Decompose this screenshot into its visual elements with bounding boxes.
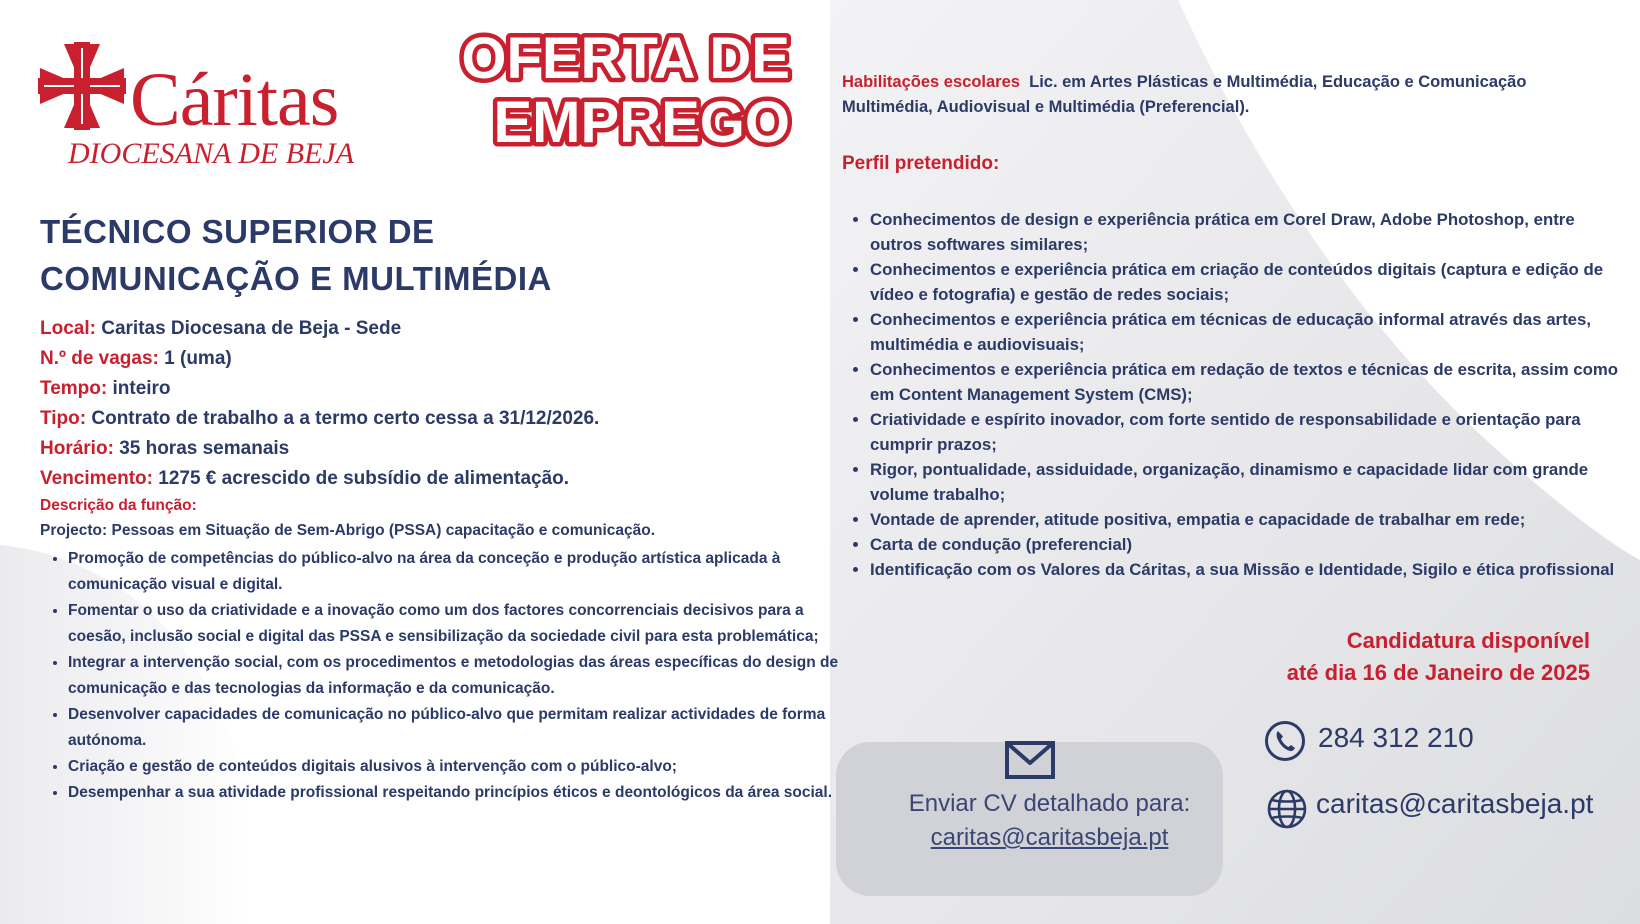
- field-label: Local:: [40, 318, 96, 339]
- job-title: [40, 208, 760, 302]
- list-item: • Rigor, pontualidade, assiduidade, organização, dinamismo e capacidade lidar com grande volume trabalho;: [870, 457, 1628, 507]
- logo-name: Cáritas: [130, 58, 339, 142]
- offer-heading-line1: OFERTA DE: [461, 26, 790, 91]
- contact-email[interactable]: caritas@caritasbeja.pt: [1316, 788, 1594, 819]
- phone-icon: [1264, 720, 1306, 762]
- list-item: • Desenvolver capacidades de comunicação no público-alvo que permitam realizar actividades de forma autónoma.: [68, 702, 858, 754]
- perfil-title: Perfil pretendido:: [842, 153, 1000, 174]
- list-item: • Fomentar o uso da criatividade e a inovação como um dos factores concorrenciais decisivos para a coesão, inclusão social e digital das PSSA e sensibilização da sociedade civil para esta problemática;: [68, 598, 858, 650]
- habilitacoes-label: Habilitações escolares: [842, 73, 1020, 91]
- field-value: Caritas Diocesana de Beja - Sede: [101, 318, 402, 339]
- phone-number[interactable]: 284 312 210: [1318, 722, 1474, 753]
- caritas-cross-icon: [38, 42, 126, 130]
- list-item: • Criatividade e espírito inovador, com forte sentido de responsabilidade e orientação para cumprir prazos;: [870, 407, 1628, 457]
- field-tempo: [40, 374, 780, 404]
- field-label: Tipo:: [40, 408, 87, 429]
- job-fields: [40, 314, 780, 494]
- list-item: • Carta de condução (preferencial): [870, 532, 1628, 557]
- field-local: [40, 314, 780, 344]
- offer-heading-line2: EMPREGO: [493, 90, 790, 155]
- list-item: • Conhecimentos e experiência prática em redação de textos e técnicas de escrita, assim como em Content Management System (CMS);: [870, 357, 1628, 407]
- list-item: • Promoção de competências do público-alvo na área da conceção e produção artística aplicada à comunicação visual e digital.: [68, 546, 858, 598]
- field-value: 1275 € acrescido de subsídio de alimentação.: [158, 468, 570, 489]
- field-value: 35 horas semanais: [119, 438, 290, 459]
- list-item: • Criação e gestão de conteúdos digitais alusivos à intervenção com o público-alvo;: [68, 754, 858, 780]
- list-item: • Desempenhar a sua atividade profissional respeitando princípios éticos e deontológicos da área social.: [68, 780, 858, 806]
- description-list: [40, 546, 858, 806]
- field-label: Horário:: [40, 438, 114, 459]
- job-title-line1: TÉCNICO SUPERIOR DE: [40, 213, 435, 250]
- caritas-logo: [38, 42, 355, 172]
- field-tipo: [40, 404, 780, 434]
- field-horario: [40, 434, 780, 464]
- description-label: Descrição da função:: [40, 497, 197, 514]
- perfil-list: [842, 207, 1628, 582]
- deadline-line2: até dia 16 de Janeiro de 2025: [1286, 660, 1590, 685]
- habilitacoes: [842, 70, 1602, 120]
- list-item: • Identificação com os Valores da Cáritas, a sua Missão e Identidade, Sigilo e ética profissional: [870, 557, 1628, 582]
- list-item: • Vontade de aprender, atitude positiva, empatia e capacidade de trabalhar em rede;: [870, 507, 1628, 532]
- field-vagas: [40, 344, 780, 374]
- field-value: inteiro: [112, 378, 171, 399]
- application-deadline: [1170, 625, 1590, 689]
- cv-label: Enviar CV detalhado para:: [908, 790, 1191, 817]
- logo-subtitle: DIOCESANA DE BEJA: [68, 137, 355, 170]
- habilitacoes-value: Lic. em Artes Plásticas e Multimédia, Educação e Comunicação Multimédia, Audiovisual e Multimédia (Preferencial).: [842, 73, 1527, 116]
- list-item: • Conhecimentos de design e experiência prática em Corel Draw, Adobe Photoshop, entre outros softwares similares;: [870, 207, 1628, 257]
- field-value: Contrato de trabalho a a termo certo cessa a 31/12/2026.: [91, 408, 600, 429]
- deadline-line1: Candidatura disponível: [1346, 628, 1590, 653]
- offer-heading: [450, 24, 795, 164]
- globe-icon: [1266, 788, 1308, 830]
- field-value: 1 (uma): [164, 348, 232, 369]
- envelope-icon: [1004, 738, 1056, 782]
- field-vencimento: [40, 464, 780, 494]
- project-line: Projecto: Pessoas em Situação de Sem-Abrigo (PSSA) capacitação e comunicação.: [40, 522, 656, 539]
- field-label: Tempo:: [40, 378, 108, 399]
- list-item: • Conhecimentos e experiência prática em criação de conteúdos digitais (captura e edição de vídeo e fotografia) e gestão de redes sociais;: [870, 257, 1628, 307]
- field-label: Vencimento:: [40, 468, 153, 489]
- cv-email-link[interactable]: caritas@caritasbeja.pt: [930, 824, 1169, 851]
- list-item: • Integrar a intervenção social, com os procedimentos e metodologias das áreas específicas do design de comunicação e das tecnologias da informação e da comunicação.: [68, 650, 858, 702]
- job-title-line2: COMUNICAÇÃO E MULTIMÉDIA: [40, 260, 552, 297]
- send-cv-box: [836, 742, 1223, 896]
- list-item: • Conhecimentos e experiência prática em técnicas de educação informal através das artes, multimédia e audiovisuais;: [870, 307, 1628, 357]
- field-label: N.º de vagas:: [40, 348, 159, 369]
